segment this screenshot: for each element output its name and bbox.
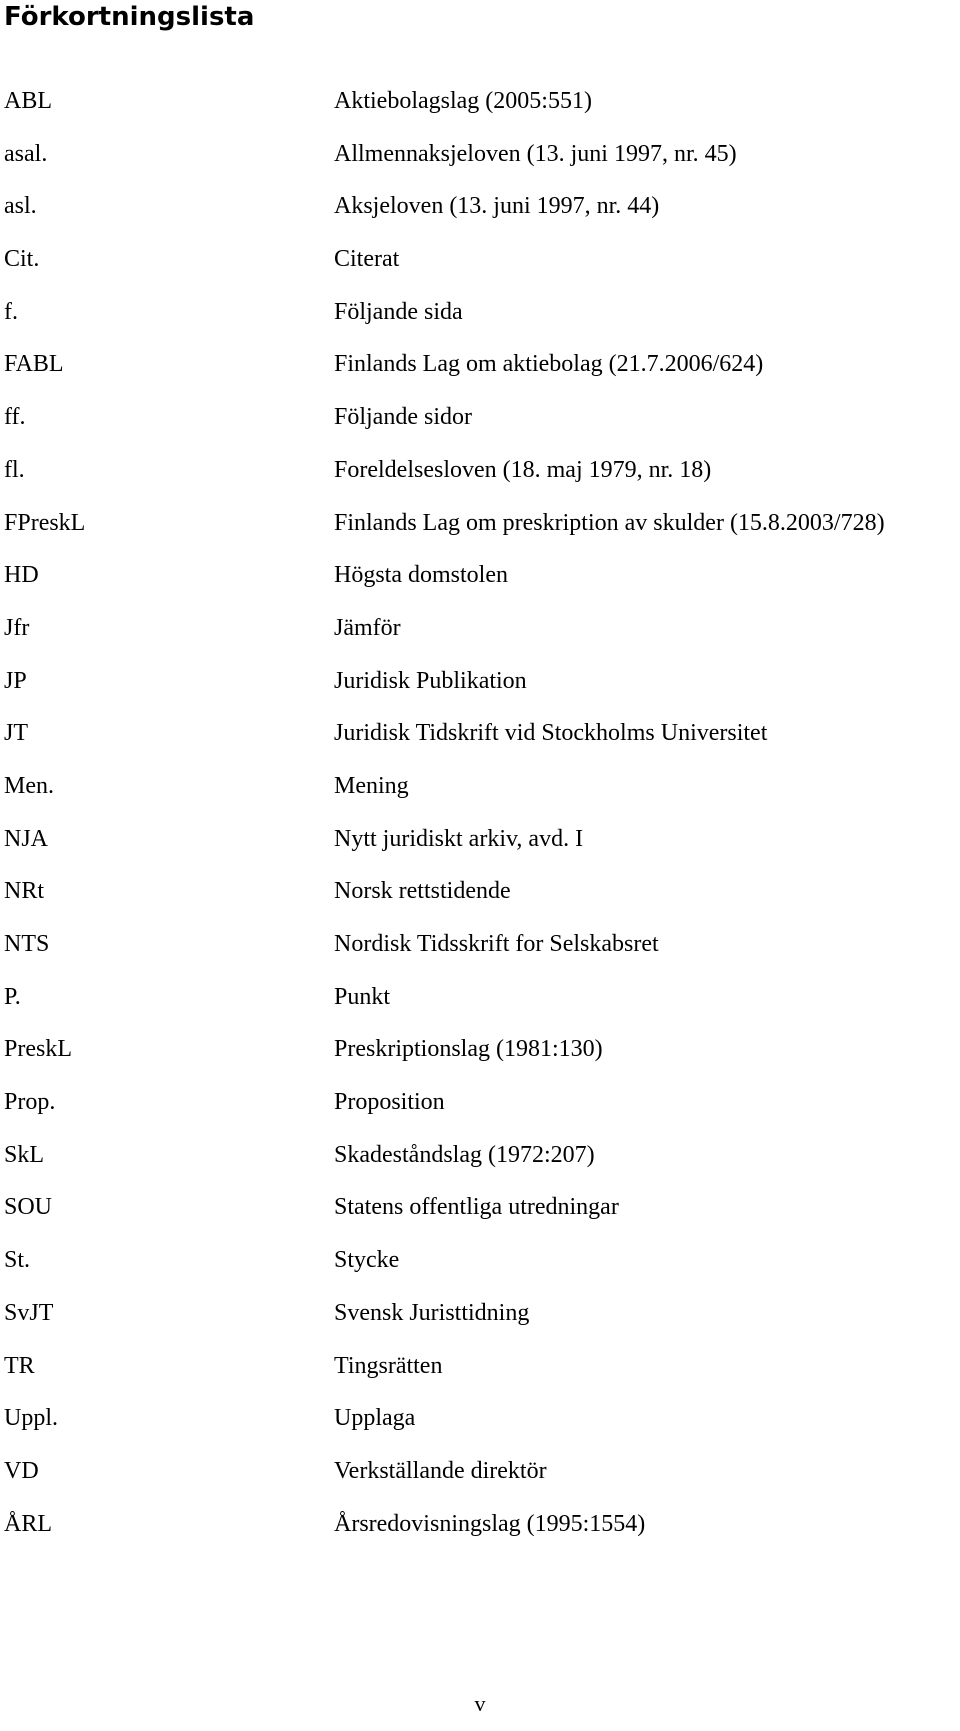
abbreviation-row: [4, 1087, 954, 1140]
abbreviation-row: [4, 1192, 954, 1245]
abbreviation-definition: Årsredovisningslag (1995:1554): [334, 1510, 646, 1537]
abbreviation-term: Jfr: [4, 614, 30, 641]
abbreviation-definition: Följande sida: [334, 298, 463, 325]
abbreviation-definition: Aksjeloven (13. juni 1997, nr. 44): [334, 193, 660, 220]
abbreviation-row: [4, 1456, 954, 1509]
abbreviation-term: FABL: [4, 351, 64, 378]
abbreviation-definition: Svensk Juristtidning: [334, 1299, 530, 1326]
abbreviation-row: [4, 824, 954, 877]
abbreviation-term: PreskL: [4, 1036, 72, 1063]
abbreviation-definition: Aktiebolagslag (2005:551): [334, 88, 592, 114]
abbreviation-definition: Verkställande direktör: [334, 1457, 547, 1484]
abbreviation-definition: Jämför: [334, 614, 401, 641]
abbreviation-definition: Citerat: [334, 246, 400, 273]
abbreviation-definition: Allmennaksjeloven (13. juni 1997, nr. 45): [334, 140, 737, 167]
abbreviation-term: asal.: [4, 140, 48, 167]
abbreviation-row: [4, 191, 954, 244]
abbreviation-term: fl.: [4, 456, 25, 483]
abbreviation-term: Men.: [4, 772, 54, 799]
abbreviation-row: [4, 613, 954, 666]
abbreviation-row: [4, 929, 954, 982]
abbreviation-term: NRt: [4, 878, 45, 905]
abbreviation-term: ÅRL: [4, 1510, 52, 1537]
abbreviation-row: [4, 771, 954, 824]
abbreviation-term: Cit.: [4, 246, 40, 273]
abbreviation-definition: Preskriptionslag (1981:130): [334, 1036, 603, 1063]
abbreviation-term: ABL: [4, 88, 52, 114]
page-number: v: [474, 1691, 486, 1716]
abbreviation-row: [4, 1245, 954, 1298]
abbreviation-term: TR: [4, 1352, 35, 1379]
abbreviation-row: [4, 86, 954, 139]
abbreviation-row: [4, 508, 954, 561]
abbreviation-definition: Skadeståndslag (1972:207): [334, 1141, 595, 1168]
abbreviation-row: [4, 402, 954, 455]
abbreviation-term: ff.: [4, 404, 26, 431]
abbreviation-row: [4, 455, 954, 508]
abbreviation-term: f.: [4, 298, 18, 325]
abbreviation-definition: Norsk rettstidende: [334, 878, 511, 905]
abbreviation-definition: Punkt: [334, 983, 391, 1010]
abbreviation-term: SOU: [4, 1194, 53, 1221]
abbreviation-definition: Juridisk Publikation: [334, 667, 527, 694]
abbreviation-definition: Finlands Lag om aktiebolag (21.7.2006/624): [334, 351, 764, 378]
abbreviation-definition: Följande sidor: [334, 404, 472, 431]
abbreviation-definition: Nordisk Tidsskrift for Selskabsret: [334, 931, 659, 957]
abbreviation-term: Uppl.: [4, 1405, 58, 1432]
abbreviation-term: SkL: [4, 1141, 45, 1168]
abbreviation-term: Prop.: [4, 1089, 56, 1116]
abbreviation-term: St.: [4, 1247, 31, 1274]
abbreviation-definition: Statens offentliga utredningar: [334, 1194, 619, 1221]
abbreviation-term: NJA: [4, 825, 49, 852]
abbreviation-term: NTS: [4, 931, 50, 957]
abbreviation-row: [4, 876, 954, 929]
abbreviation-term: SvJT: [4, 1299, 54, 1326]
abbreviation-row: [4, 1351, 954, 1404]
abbreviation-row: [4, 139, 954, 192]
abbreviation-definition: Finlands Lag om preskription av skulder (15.8.2003/728): [334, 509, 885, 536]
abbreviation-row: [4, 1140, 954, 1193]
abbreviation-row: [4, 1298, 954, 1351]
abbreviation-definition: Juridisk Tidskrift vid Stockholms Universitet: [334, 720, 768, 747]
abbreviation-row: [4, 297, 954, 350]
abbreviation-definition: Högsta domstolen: [334, 562, 508, 589]
abbreviation-row: [4, 718, 954, 771]
abbreviation-row: [4, 666, 954, 719]
abbreviation-definition: Foreldelsesloven (18. maj 1979, nr. 18): [334, 456, 712, 483]
abbreviation-term: asl.: [4, 193, 37, 220]
abbreviation-term: JP: [4, 667, 27, 694]
abbreviation-definition: Mening: [334, 772, 409, 799]
abbreviation-list: [4, 86, 954, 1561]
abbreviation-term: FPreskL: [4, 509, 86, 536]
abbreviation-row: [4, 1403, 954, 1456]
abbreviation-definition: Tingsrätten: [334, 1352, 443, 1379]
abbreviation-row: [4, 244, 954, 297]
abbreviation-definition: Stycke: [334, 1247, 400, 1274]
abbreviation-definition: Nytt juridiskt arkiv, avd. I: [334, 825, 584, 852]
page-title: Förkortningslista: [4, 2, 255, 32]
abbreviation-row: [4, 560, 954, 613]
abbreviation-definition: Proposition: [334, 1089, 445, 1116]
abbreviation-term: P.: [4, 983, 21, 1010]
abbreviation-term: VD: [4, 1457, 39, 1484]
abbreviation-term: HD: [4, 562, 39, 589]
abbreviation-row: [4, 349, 954, 402]
abbreviation-term: JT: [4, 720, 28, 747]
abbreviation-row: [4, 1509, 954, 1562]
abbreviation-row: [4, 982, 954, 1035]
abbreviation-definition: Upplaga: [334, 1405, 416, 1432]
abbreviation-row: [4, 1034, 954, 1087]
